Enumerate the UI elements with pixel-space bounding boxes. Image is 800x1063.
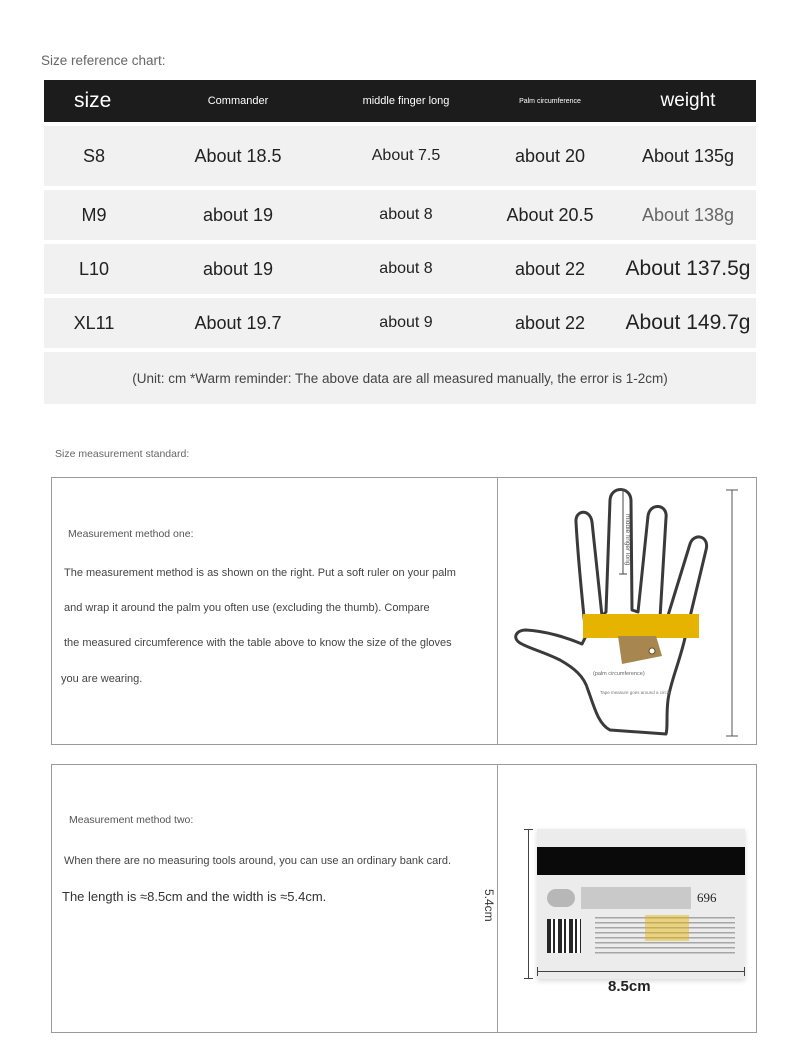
hand-outline-icon <box>516 490 707 735</box>
signature-panel <box>581 887 691 909</box>
card-highlight <box>645 915 689 941</box>
method-two-title: Measurement method two: <box>69 814 194 826</box>
hand-diagram <box>498 478 756 744</box>
header-middle-finger: middle finger long <box>362 95 450 107</box>
table-row <box>44 126 756 186</box>
card-length-cap <box>537 967 538 976</box>
header-commander: Commander <box>207 95 269 107</box>
card-height-cap <box>524 829 533 830</box>
weight-cell: About 138g <box>641 204 735 225</box>
commander-cell: about 19 <box>202 258 274 279</box>
magnetic-stripe <box>537 847 745 875</box>
tape-band <box>583 614 699 638</box>
size-cell: M9 <box>81 204 107 225</box>
finger-length-label: middle finger long <box>624 514 631 566</box>
card-number: 696 <box>697 890 717 905</box>
commander-cell: about 19 <box>202 204 274 225</box>
tape-label: Tape measure goes around a circle <box>600 690 671 695</box>
method-two-box <box>51 764 757 1033</box>
size-chart-title: Size reference chart: <box>41 53 166 68</box>
bank-card <box>537 829 745 979</box>
card-length-label: 8.5cm <box>608 978 651 995</box>
finger-cell: about 9 <box>379 314 433 331</box>
size-table <box>44 80 756 404</box>
tape-end-hole <box>649 648 655 654</box>
card-logo-icon <box>547 889 575 907</box>
method-two-line: The length is ≈8.5cm and the width is ≈5.4cm. <box>62 889 327 904</box>
weight-cell: About 137.5g <box>625 257 751 280</box>
palm-label: (palm circumference) <box>593 671 645 677</box>
qr-code-icon <box>547 919 581 953</box>
weight-cell: About 135g <box>641 145 735 166</box>
palm-cell: About 20.5 <box>506 204 594 225</box>
size-cell: XL11 <box>73 312 115 333</box>
finger-cell: about 8 <box>379 260 433 277</box>
size-table-header <box>44 80 756 122</box>
card-length-line <box>537 971 745 972</box>
method-two-line: When there are no measuring tools around, you can use an ordinary bank card. <box>64 855 452 867</box>
method-one-line: the measured circumference with the table above to know the size of the gloves <box>64 637 452 649</box>
palm-cell: about 20 <box>514 145 586 166</box>
card-length-cap <box>744 967 745 976</box>
method-one-box <box>51 477 757 745</box>
table-row <box>44 294 756 348</box>
header-weight: weight <box>660 90 716 111</box>
palm-cell: about 22 <box>514 258 586 279</box>
palm-cell: about 22 <box>514 312 586 333</box>
header-size: size <box>74 89 112 112</box>
card-height-line <box>528 829 529 979</box>
header-palm-circumference: Palm circumference <box>519 97 581 105</box>
measurement-title: Size measurement standard: <box>55 448 190 460</box>
weight-cell: About 149.7g <box>625 311 751 334</box>
method-one-title: Measurement method one: <box>68 528 194 540</box>
commander-cell: About 18.5 <box>194 145 282 166</box>
card-height-cap <box>524 978 533 979</box>
card-width-label: 5.4cm <box>482 889 496 922</box>
method-one-line: The measurement method is as shown on the right. Put a soft ruler on your palm <box>64 567 456 579</box>
method-one-line: and wrap it around the palm you often use (excluding the thumb). Compare <box>64 602 430 614</box>
table-row <box>44 186 756 240</box>
commander-cell: About 19.7 <box>194 312 282 333</box>
method-one-line: you are wearing. <box>61 673 143 685</box>
finger-cell: About 7.5 <box>371 147 441 164</box>
table-note: (Unit: cm *Warm reminder: The above data are all measured manually, the error is 1-2cm) <box>44 352 756 404</box>
size-cell: S8 <box>82 145 106 166</box>
box-divider <box>497 765 498 1032</box>
table-row <box>44 240 756 294</box>
size-cell: L10 <box>78 258 110 279</box>
finger-cell: about 8 <box>379 206 433 223</box>
